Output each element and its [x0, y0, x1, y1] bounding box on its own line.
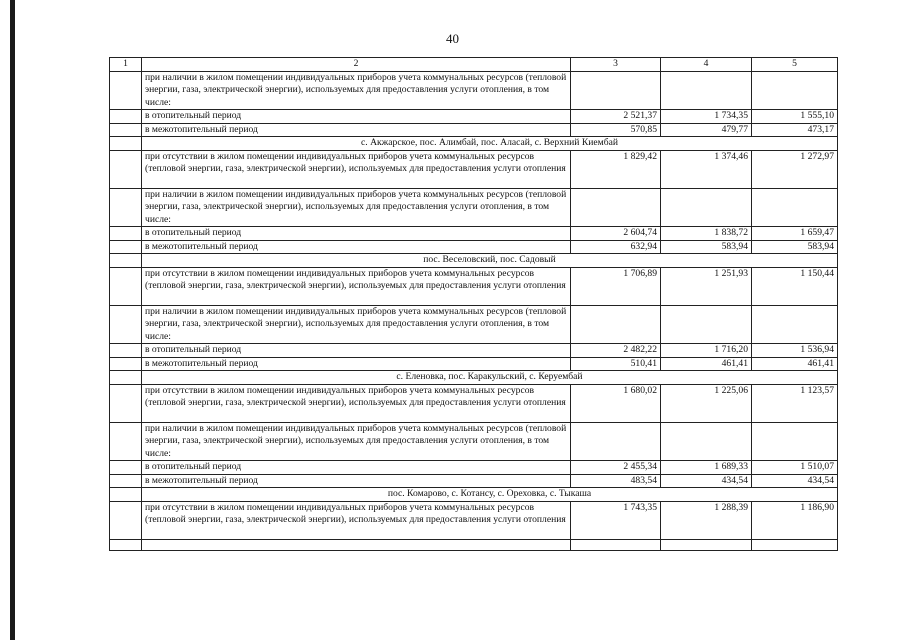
value-cell-4: 1 716,20: [661, 344, 752, 358]
value-cell-3: 632,94: [571, 240, 661, 254]
row-number-cell: [110, 305, 142, 344]
value-cell-5: 434,54: [752, 474, 838, 488]
settlement-name: с. Акжарское, пос. Алимбай, пос. Аласай, с. Верхний Киембай: [142, 137, 838, 151]
column-number-3: 3: [571, 58, 661, 72]
row-description: при отсутствии в жилом помещении индивидуальных приборов учета коммунальных ресурсов (тепловой энергии, газа, электрической энергии), используемых для предоставления услуги отопления: [142, 384, 571, 422]
page-number: 40: [446, 31, 459, 46]
table-row: [110, 422, 838, 461]
row-number-cell: [110, 474, 142, 488]
value-cell-5: 1 659,47: [752, 227, 838, 241]
settlement-name: пос. Комарово, с. Котансу, с. Ореховка, с. Тыкаша: [142, 488, 838, 502]
row-number-cell: [110, 267, 142, 305]
value-cell-3: [571, 188, 661, 227]
row-number-cell: [110, 501, 142, 539]
value-cell-5: 583,94: [752, 240, 838, 254]
row-description: при отсутствии в жилом помещении индивидуальных приборов учета коммунальных ресурсов (тепловой энергии, газа, электрической энергии), используемых для предоставления услуги отопления: [142, 267, 571, 305]
value-cell-3: [571, 305, 661, 344]
row-number-cell: [110, 240, 142, 254]
value-cell-5: 1 123,57: [752, 384, 838, 422]
row-number-cell: [110, 488, 142, 502]
table-row: [110, 240, 838, 254]
tariff-table: [109, 57, 838, 551]
row-number-cell: [110, 254, 142, 268]
row-description: в межотопительный период: [142, 123, 571, 137]
table-row: [110, 344, 838, 358]
settlement-name: пос. Веселовский, пос. Садовый: [142, 254, 838, 268]
value-cell-5: 1 150,44: [752, 267, 838, 305]
table-row: [110, 474, 838, 488]
value-cell-5: [752, 188, 838, 227]
row-number-cell: [110, 422, 142, 461]
value-cell-4: [661, 188, 752, 227]
column-number-row: [110, 58, 838, 72]
value-cell-3: 2 521,37: [571, 110, 661, 124]
value-cell-3: [571, 422, 661, 461]
value-cell-4: 434,54: [661, 474, 752, 488]
table-row: [110, 150, 838, 188]
settlement-row: [110, 371, 838, 385]
row-description: при отсутствии в жилом помещении индивидуальных приборов учета коммунальных ресурсов (тепловой энергии, газа, электрической энергии), используемых для предоставления услуги отопления: [142, 501, 571, 539]
column-number-2: 2: [142, 58, 571, 72]
row-number-cell: [110, 384, 142, 422]
empty-cell: [571, 539, 661, 550]
empty-cell: [752, 539, 838, 550]
value-cell-5: 461,41: [752, 357, 838, 371]
value-cell-5: 473,17: [752, 123, 838, 137]
value-cell-4: [661, 71, 752, 110]
value-cell-3: 1 706,89: [571, 267, 661, 305]
table-row: [110, 110, 838, 124]
table-row: [110, 188, 838, 227]
settlement-row: [110, 488, 838, 502]
value-cell-4: 479,77: [661, 123, 752, 137]
settlement-row: [110, 254, 838, 268]
row-number-cell: [110, 357, 142, 371]
settlement-row: [110, 137, 838, 151]
table-row: [110, 123, 838, 137]
column-number-5: 5: [752, 58, 838, 72]
row-description: при наличии в жилом помещении индивидуальных приборов учета коммунальных ресурсов (тепловой энергии, газа, электрической энергии), используемых для предоставления услуги отопления, в том числе:: [142, 71, 571, 110]
table-row: [110, 357, 838, 371]
value-cell-4: 1 225,06: [661, 384, 752, 422]
row-description: при наличии в жилом помещении индивидуальных приборов учета коммунальных ресурсов (тепловой энергии, газа, электрической энергии), используемых для предоставления услуги отопления, в том числе:: [142, 305, 571, 344]
row-number-cell: [110, 71, 142, 110]
scan-edge: [10, 0, 15, 640]
row-description: при наличии в жилом помещении индивидуальных приборов учета коммунальных ресурсов (тепловой энергии, газа, электрической энергии), используемых для предоставления услуги отопления, в том числе:: [142, 188, 571, 227]
row-description: при отсутствии в жилом помещении индивидуальных приборов учета коммунальных ресурсов (тепловой энергии, газа, электрической энергии), используемых для предоставления услуги отопления: [142, 150, 571, 188]
tariff-table-body: [110, 58, 838, 551]
value-cell-5: 1 186,90: [752, 501, 838, 539]
value-cell-4: 1 838,72: [661, 227, 752, 241]
value-cell-3: 1 680,02: [571, 384, 661, 422]
row-number-cell: [110, 110, 142, 124]
value-cell-5: [752, 305, 838, 344]
row-description: в отопительный период: [142, 227, 571, 241]
table-row: [110, 227, 838, 241]
row-number-cell: [110, 344, 142, 358]
settlement-name: с. Еленовка, пос. Каракульский, с. Керуембай: [142, 371, 838, 385]
table-row: [110, 71, 838, 110]
table-row: [110, 501, 838, 539]
value-cell-3: 510,41: [571, 357, 661, 371]
empty-cell: [110, 539, 142, 550]
empty-cell: [142, 539, 571, 550]
value-cell-4: 1 734,35: [661, 110, 752, 124]
value-cell-4: 583,94: [661, 240, 752, 254]
value-cell-5: 1 510,07: [752, 461, 838, 475]
value-cell-4: [661, 422, 752, 461]
value-cell-5: [752, 71, 838, 110]
value-cell-5: [752, 422, 838, 461]
value-cell-3: 2 455,34: [571, 461, 661, 475]
column-number-4: 4: [661, 58, 752, 72]
value-cell-3: 1 743,35: [571, 501, 661, 539]
empty-cell: [661, 539, 752, 550]
value-cell-3: 2 604,74: [571, 227, 661, 241]
table-row: [110, 305, 838, 344]
row-description: при наличии в жилом помещении индивидуальных приборов учета коммунальных ресурсов (тепловой энергии, газа, электрической энергии), используемых для предоставления услуги отопления, в том числе:: [142, 422, 571, 461]
row-description: в межотопительный период: [142, 357, 571, 371]
row-number-cell: [110, 227, 142, 241]
table-row: [110, 384, 838, 422]
value-cell-4: [661, 305, 752, 344]
value-cell-5: 1 272,97: [752, 150, 838, 188]
table-row: [110, 267, 838, 305]
row-description: в межотопительный период: [142, 240, 571, 254]
row-description: в межотопительный период: [142, 474, 571, 488]
row-number-cell: [110, 150, 142, 188]
row-number-cell: [110, 461, 142, 475]
row-number-cell: [110, 123, 142, 137]
value-cell-3: 2 482,22: [571, 344, 661, 358]
value-cell-5: 1 555,10: [752, 110, 838, 124]
value-cell-3: 483,54: [571, 474, 661, 488]
row-description: в отопительный период: [142, 344, 571, 358]
value-cell-3: 570,85: [571, 123, 661, 137]
value-cell-4: 1 689,33: [661, 461, 752, 475]
value-cell-3: [571, 71, 661, 110]
row-number-cell: [110, 188, 142, 227]
row-description: в отопительный период: [142, 110, 571, 124]
value-cell-4: 1 251,93: [661, 267, 752, 305]
row-number-cell: [110, 137, 142, 151]
table-row: [110, 461, 838, 475]
row-description: в отопительный период: [142, 461, 571, 475]
value-cell-3: 1 829,42: [571, 150, 661, 188]
value-cell-4: 1 288,39: [661, 501, 752, 539]
row-number-cell: [110, 371, 142, 385]
value-cell-4: 461,41: [661, 357, 752, 371]
column-number-1: 1: [110, 58, 142, 72]
value-cell-5: 1 536,94: [752, 344, 838, 358]
value-cell-4: 1 374,46: [661, 150, 752, 188]
table-row: [110, 539, 838, 550]
